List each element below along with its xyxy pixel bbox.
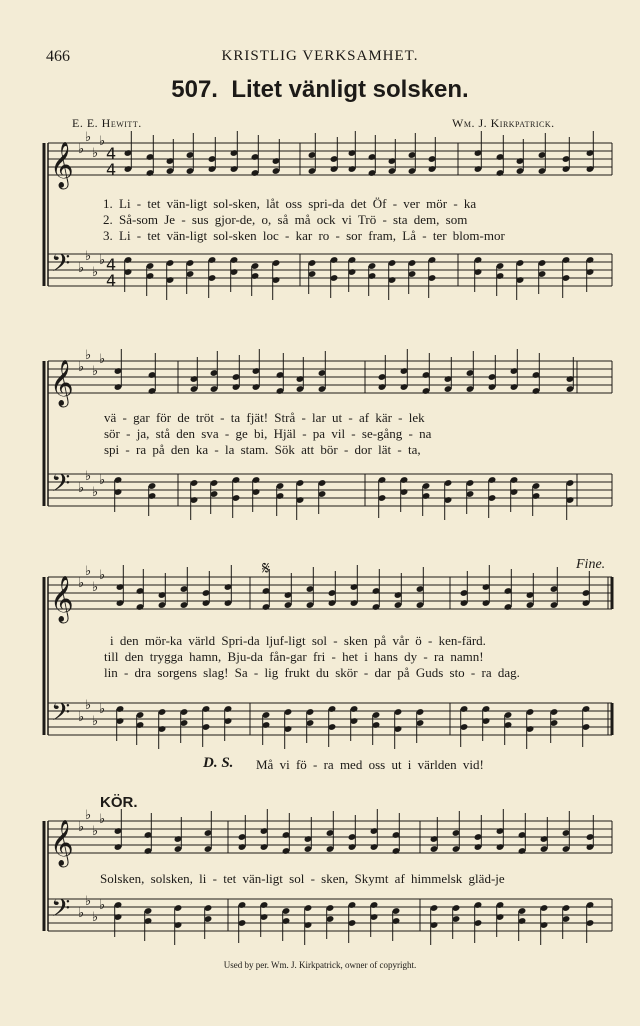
flat-sign: ♭ xyxy=(92,580,99,595)
flat-sign: ♭ xyxy=(99,568,106,583)
flat-sign: ♭ xyxy=(99,473,106,488)
flat-sign: ♭ xyxy=(78,360,85,375)
flat-sign: ♭ xyxy=(99,812,106,827)
treble-clef: 𝄞 xyxy=(50,142,74,188)
flat-sign: ♭ xyxy=(92,714,99,729)
lyricist-credit: E. E. Hewitt. xyxy=(72,116,142,130)
ds-marking: D. S. xyxy=(203,755,234,771)
bass-clef: 𝄢 xyxy=(51,894,71,929)
flat-sign: ♭ xyxy=(99,898,106,913)
system2-verse1: vä - gar för de tröt - ta fjät! Strå - lar ut - af kär - lek xyxy=(104,410,425,425)
system1-verse3: 3. Li - tet vän-ligt sol-sken loc - kar ro - sor fram, Lå - ter blom-mor xyxy=(103,228,505,243)
flat-sign: ♭ xyxy=(78,576,85,591)
chorus-label: KÖR. xyxy=(100,794,138,811)
flat-sign: ♭ xyxy=(85,808,92,823)
flat-sign: ♭ xyxy=(78,906,85,921)
system2-verse3: spi - ra på den ka - la stam. Sök att bör - dor lät - ta, xyxy=(104,442,421,457)
time-signature: 4 xyxy=(106,255,117,274)
flat-sign: ♭ xyxy=(85,469,92,484)
treble-clef: 𝄞 xyxy=(50,576,74,622)
system3-verse3: lin - dra sorgens slag! Sa - lig frukt du skör - dar på Guds sto - ra dag. xyxy=(104,665,520,680)
system1-verse2: 2. Så-som Je - sus gjor-de, o, så må ock vi Trö - sta dem, som xyxy=(103,212,468,227)
ds-lyric: Må vi fö - ra med oss ut i världen vid! xyxy=(256,757,484,772)
flat-sign: ♭ xyxy=(92,485,99,500)
flat-sign: ♭ xyxy=(78,820,85,835)
bass-clef: 𝄢 xyxy=(51,469,71,504)
time-signature: 4 xyxy=(106,144,117,163)
copyright-footer: Used by per. Wm. J. Kirkpatrick, owner of copyright. xyxy=(223,960,417,970)
system2-verse2: sör - ja, stå den sva - ge bi, Hjäl - pa vil - se-gång - na xyxy=(104,426,432,441)
treble-clef: 𝄞 xyxy=(50,820,74,866)
flat-sign: ♭ xyxy=(85,698,92,713)
system3-verse1: i den mör-ka värld Spri-da ljuf-ligt sol - sken på vår ö - ken-färd. xyxy=(110,633,486,648)
flat-sign: ♭ xyxy=(85,249,92,264)
time-signature: 4 xyxy=(106,160,117,179)
hymn-title xyxy=(0,76,640,104)
time-signature: 4 xyxy=(106,271,117,290)
treble-clef: 𝄞 xyxy=(50,360,74,406)
flat-sign: ♭ xyxy=(92,910,99,925)
flat-sign: ♭ xyxy=(78,481,85,496)
flat-sign: ♭ xyxy=(78,261,85,276)
hymn-title-text: Litet vänligt solsken. xyxy=(231,76,469,103)
composer-credit: Wm. J. Kirkpatrick. xyxy=(452,116,555,130)
flat-sign: ♭ xyxy=(92,824,99,839)
flat-sign: ♭ xyxy=(92,146,99,161)
flat-sign: ♭ xyxy=(85,348,92,363)
flat-sign: ♭ xyxy=(99,702,106,717)
system1-verse1: 1. Li - tet vän-ligt sol-sken, låt oss spri-da det Öf - ver mör - ka xyxy=(103,196,477,211)
flat-sign: ♭ xyxy=(85,564,92,579)
flat-sign: ♭ xyxy=(99,253,106,268)
flat-sign: ♭ xyxy=(99,352,106,367)
flat-sign: ♭ xyxy=(92,265,99,280)
fine-marking: Fine. xyxy=(576,557,606,572)
bass-clef: 𝄢 xyxy=(51,249,71,284)
flat-sign: ♭ xyxy=(85,130,92,145)
flat-sign: ♭ xyxy=(85,894,92,909)
segno-sign: 𝄋 xyxy=(262,558,270,579)
system3-verse2: till den trygga hamn, Bju-da fån-gar fri - het i hans dy - ra namn! xyxy=(104,649,484,664)
flat-sign: ♭ xyxy=(78,142,85,157)
flat-sign: ♭ xyxy=(92,364,99,379)
flat-sign: ♭ xyxy=(78,710,85,725)
page-number: 466 xyxy=(46,48,70,65)
chorus-lyric: Solsken, solsken, li - tet vän-ligt sol - sken, Skymt af himmelsk gläd-je xyxy=(100,871,505,886)
running-head: KRISTLIG VERKSAMHET. xyxy=(221,48,419,64)
hymn-number: 507. xyxy=(171,76,218,103)
flat-sign: ♭ xyxy=(99,134,106,149)
bass-clef: 𝄢 xyxy=(51,698,71,733)
